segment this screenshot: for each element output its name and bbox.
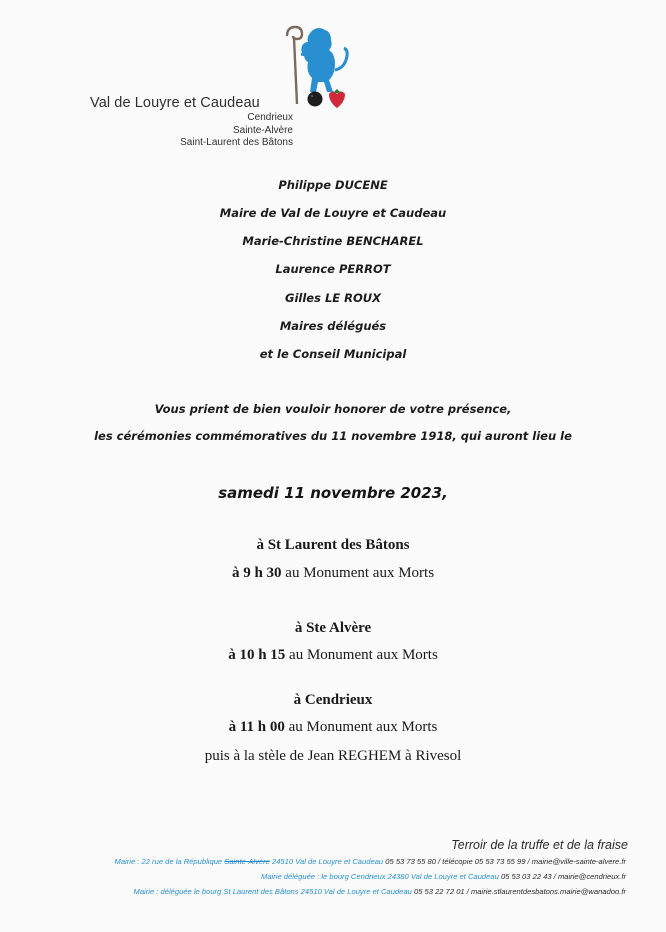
mayor-title: Maire de Val de Louyre et Caudeau	[219, 206, 447, 220]
deputy-3: Gilles LE ROUX	[285, 291, 381, 305]
venue-1-time: à 9 h 30 au Monument aux Morts	[231, 565, 435, 581]
village-saint-laurent: Saint-Laurent des Bâtons	[180, 137, 293, 148]
venue-3-time: à 11 h 00 au Monument aux Morts	[228, 719, 438, 735]
contact-line-cendrieux: Mairie déléguée : le bourg Cendrieux 24380 Val de Louyre et Caudeau 05 53 03 22 43 / mairie@cendrieux.fr	[261, 872, 626, 881]
venue-1-place: à St Laurent des Bâtons	[256, 537, 410, 553]
deputy-2: Laurence PERROT	[275, 262, 391, 276]
deputies-title: Maires délégués	[279, 319, 387, 333]
slogan: Terroir de la truffe et de la fraise	[451, 838, 628, 852]
venue-2-time: à 10 h 15 au Monument aux Morts	[228, 647, 438, 663]
village-sainte-alvere: Sainte-Alvère	[232, 124, 293, 136]
commune-name: Val de Louyre et Caudeau	[90, 95, 260, 111]
request-line-2: les cérémonies commémoratives du 11 novembre 1918, qui auront lieu le	[94, 429, 572, 443]
village-list	[180, 112, 293, 150]
extra-stele-line: puis à la stèle de Jean REGHEM à Rivesol	[204, 748, 462, 764]
commune-logo-icon	[277, 24, 357, 114]
council-line: et le Conseil Municipal	[259, 347, 407, 361]
contact-line-main: Mairie : 22 rue de la République Sainte-Alvère 24510 Val de Louyre et Caudeau 05 53 73 55 80 / télécopie 05 53 73 55 99 / mairie@ville-sainte-alvere.fr	[114, 857, 626, 866]
mayor-name: Philippe DUCENE	[278, 178, 388, 192]
venue-2-place: à Ste Alvère	[294, 620, 372, 636]
village-cendrieux: Cendrieux	[247, 112, 293, 123]
ceremony-date: samedi 11 novembre 2023,	[218, 484, 448, 502]
request-line-1: Vous prient de bien vouloir honorer de votre présence,	[154, 402, 512, 416]
contact-line-saint-laurent: Mairie : déléguée le bourg St Laurent des Bâtons 24510 Val de Louyre et Caudeau 05 53 22 72 01 / mairie.stlaurentdesbatons.mairie@wanadoo.fr	[133, 887, 626, 896]
deputy-1: Marie-Christine BENCHAREL	[242, 234, 424, 248]
venue-3-place: à Cendrieux	[293, 692, 373, 708]
